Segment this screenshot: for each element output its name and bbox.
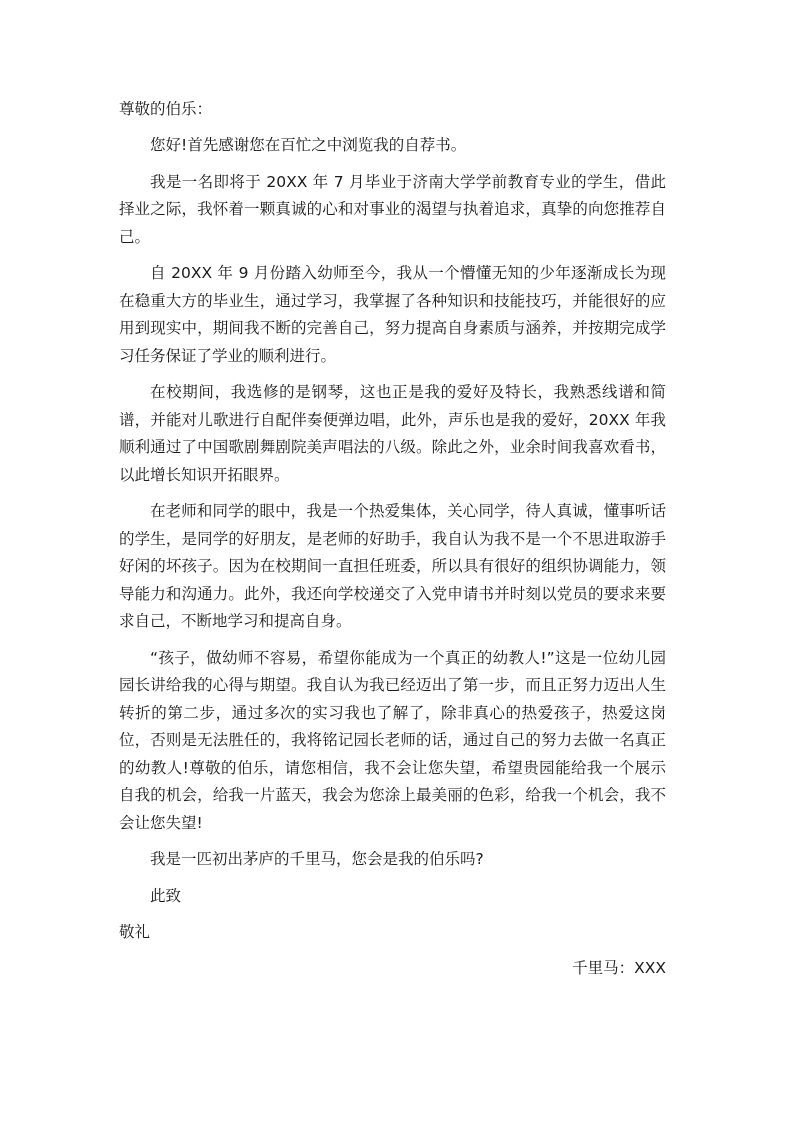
paragraph-character: 在老师和同学的眼中，我是一个热爱集体，关心同学，待人真诚，懂事听话的学生，是同学的好朋友，是老师的好助手，我自认为我不是一个不思进取游手好闲的坏孩子。因为在校期间一直担任班委，所以具有很好的组织协调能力，领导能力和沟通力。此外，我还向学校递交了入党申请书并时刻以党员的要求来要求自己，不断地学习和提高自身。: [119, 502, 666, 630]
paragraph-hobbies: 在校期间，我选修的是钢琴，这也正是我的爱好及特长，我熟悉线谱和简谱，并能对儿歌进行自配伴奏便弹边唱，此外，声乐也是我的爱好，20XX 年我顺利通过了中国歌剧舞剧院美声唱法的八级。除此之外，业余时间我喜欢看书，以此增长知识开拓眼界。: [119, 383, 666, 484]
paragraph-aspiration: “孩子，做幼师不容易，希望你能成为一个真正的幼教人!”这是一位幼儿园园长讲给我的心得与期望。我自认为我已经迈出了第一步，而且正努力迈出人生转折的第二步，通过多次的实习我也了解了，除非真心的热爱孩子，热爱这岗位，否则是无法胜任的，我将铭记园长老师的话，通过自己的努力去做一名真正的幼教人!尊敬的伯乐，请您相信，我不会让您失望，希望贵园能给我一个展示自我的机会，给我一片蓝天，我会为您涂上最美丽的色彩，给我一个机会，我不会让您失望!: [119, 648, 666, 832]
letter-page: [119, 96, 666, 982]
paragraph-closing-question: 我是一匹初出茅庐的千里马，您会是我的伯乐吗?: [150, 850, 484, 868]
closing-salute: 敬礼: [119, 922, 151, 941]
signature: 千里马：XXX: [572, 958, 666, 977]
paragraph-study-experience: 自 20XX 年 9 月份踏入幼师至今，我从一个懵懂无知的少年逐渐成长为现在稳重大方的毕业生，通过学习，我掌握了各种知识和技能技巧，并能很好的应用到现实中，期间我不断的完善自己，努力提高自身素质与涵养，并按期完成学习任务保证了学业的顺利进行。: [119, 264, 666, 365]
paragraph-introduction: 我是一名即将于 20XX 年 7 月毕业于济南大学学前教育专业的学生，借此择业之际，我怀着一颗真诚的心和对事业的渴望与执着追求，真挚的向您推荐自己。: [119, 172, 666, 246]
paragraph-greeting: 您好!首先感谢您在百忙之中浏览我的自荐书。: [150, 136, 467, 154]
closing-regards: 此致: [150, 886, 182, 905]
salutation: 尊敬的伯乐：: [119, 100, 213, 118]
